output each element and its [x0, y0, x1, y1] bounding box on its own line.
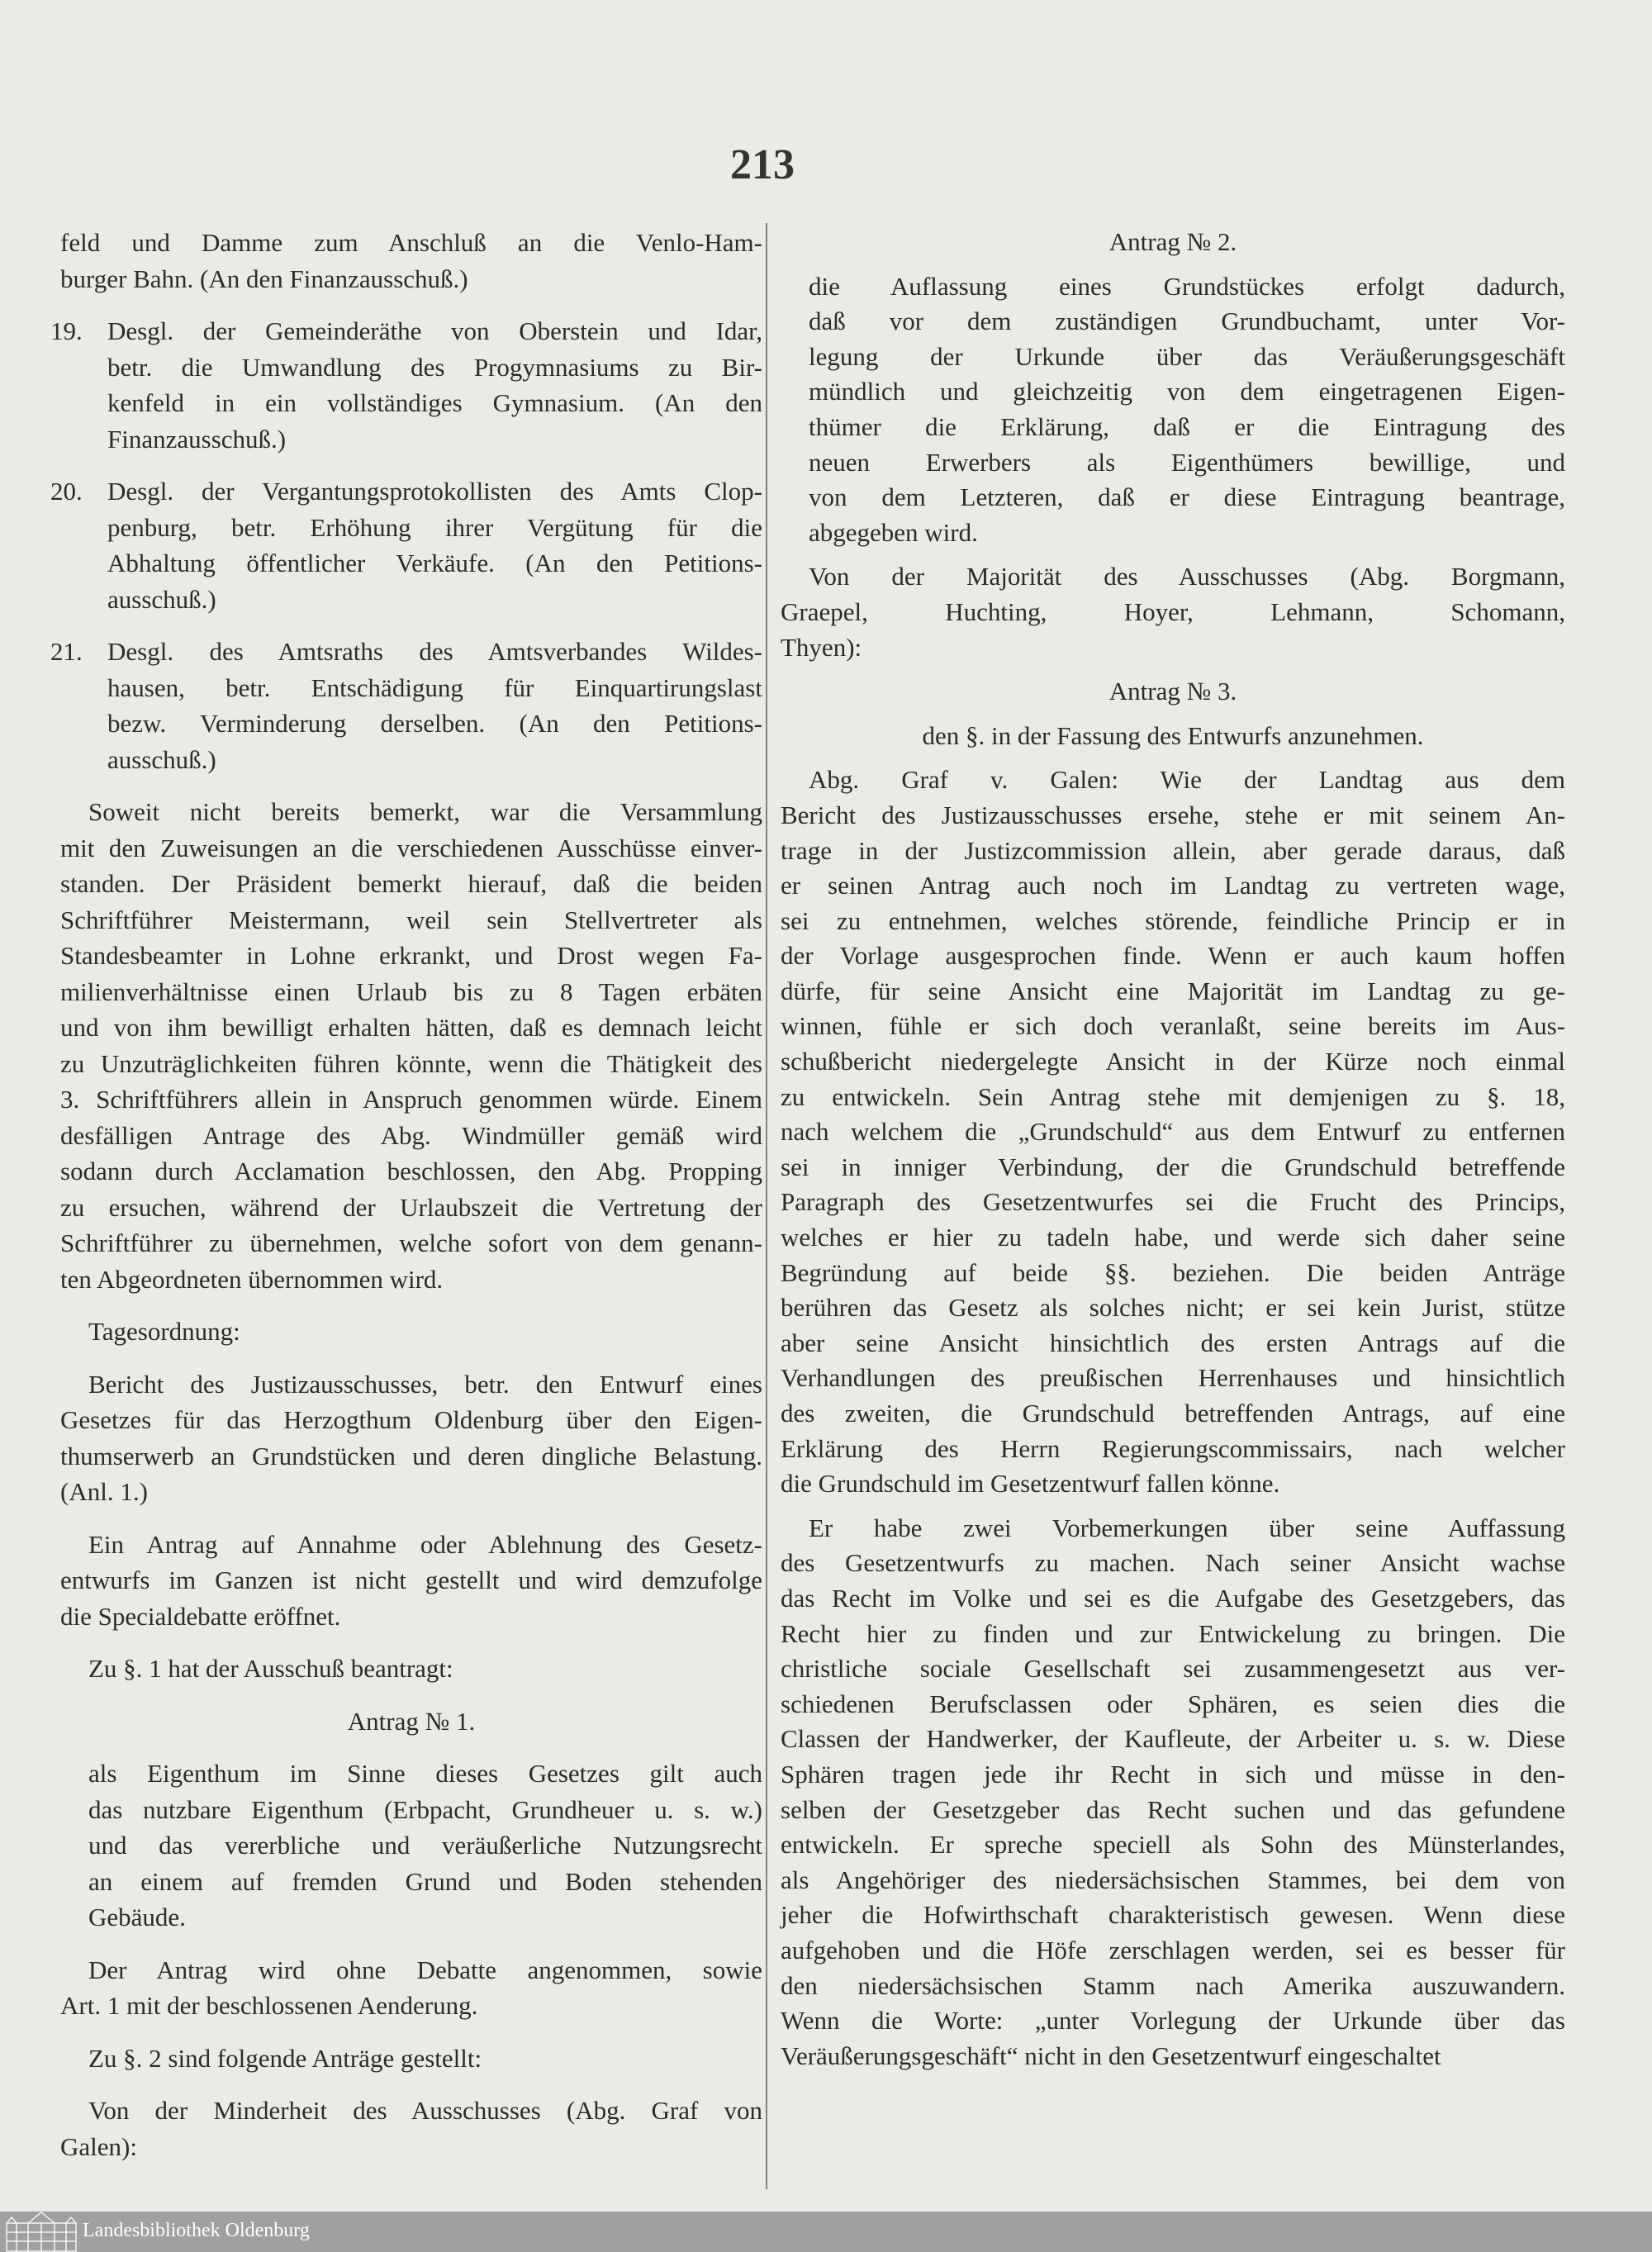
paragraph — [781, 763, 1565, 1501]
text-line: ausschuß.) — [107, 744, 216, 774]
paragraph — [60, 2093, 762, 2164]
text-line: christliche sociale Gesellschaft sei zusammengesetzt aus ver- — [781, 1654, 1565, 1684]
text-line: Tagesordnung: — [88, 1317, 240, 1346]
text-line: den niedersächsischen Stamm nach Amerika auszuwandern. — [781, 1970, 1565, 2000]
paragraph — [781, 1511, 1565, 2074]
column-divider — [766, 223, 767, 2189]
text-line: Recht hier zu finden und zur Entwickelung zu bringen. Die — [781, 1618, 1565, 1648]
text-line: jeher die Hofwirthschaft charakteristisch gewesen. Wenn diese — [781, 1900, 1565, 1930]
text-line: Gebäude. — [88, 1903, 186, 1931]
text-line: Bericht des Justizausschusses, betr. den Entwurf eines — [88, 1369, 762, 1399]
text-line: Desgl. der Gemeinderäthe von Oberstein und Idar, — [107, 316, 762, 345]
text-line: Der Antrag wird ohne Debatte angenommen, sowie — [88, 1955, 762, 1984]
text-line: thumserwerb an Grundstücken und deren dingliche Belastung. — [60, 1441, 762, 1470]
paragraph — [781, 559, 1565, 665]
antrag-heading — [781, 225, 1565, 260]
text-line: Abhaltung öffentlicher Verkäufe. (An den Petitions- — [107, 549, 762, 577]
text-line: Von der Majorität des Ausschusses (Abg. Borgmann, — [809, 562, 1565, 592]
text-line: er seinen Antrag auch noch im Landtag zu vertreten wage, — [781, 871, 1565, 900]
paragraph — [60, 1314, 762, 1350]
text-line: den §. in der Fassung des Entwurfs anzunehmen. — [922, 720, 1424, 750]
numbered-item — [50, 634, 762, 777]
text-line: zu entwickeln. Sein Antrag stehe mit demjenigen zu §. 18, — [781, 1081, 1565, 1111]
left-column — [50, 225, 762, 2164]
text-line: Verhandlungen des preußischen Herrenhauses und hinsichtlich — [781, 1363, 1565, 1393]
paragraph — [60, 1756, 762, 1936]
text-line: nach welchem die „Grundschuld“ aus dem Entwurf zu entfernen — [781, 1117, 1565, 1147]
text-line: Standesbeamter in Lohne erkrankt, und Drost wegen Fa- — [60, 941, 762, 970]
paragraph — [781, 269, 1565, 551]
text-line: thümer die Erklärung, daß er die Eintragung des — [809, 411, 1565, 441]
text-line: Veräußerungsgeschäft“ nicht in den Gesetzentwurf eingeschaltet — [781, 2041, 1441, 2070]
page-number: 213 — [730, 141, 795, 188]
text-line: aufgehoben und die Höfe zerschlagen werden, sei es besser für — [781, 1935, 1565, 1965]
text-line: Classen der Handwerker, der Kaufleute, der Arbeiter u. s. w. Diese — [781, 1724, 1565, 1754]
text-line: Paragraph des Gesetzentwurfes sei die Frucht des Princips, — [781, 1187, 1565, 1217]
library-footer-bar — [0, 2212, 1652, 2252]
text-line: an einem auf fremden Grund und Boden stehenden — [88, 1866, 762, 1896]
text-line: als Eigenthum im Sinne dieses Gesetzes gilt auch — [88, 1759, 762, 1788]
text-line: Antrag № 3. — [1108, 677, 1237, 706]
library-name: Landesbibliothek Oldenburg — [83, 2220, 310, 2241]
text-line: Graepel, Huchting, Hoyer, Lehmann, Schomann, — [781, 596, 1565, 626]
text-line: Gesetzes für das Herzogthum Oldenburg über den Eigen- — [60, 1405, 762, 1434]
text-line: Finanzausschuß.) — [107, 424, 287, 454]
text-line: der Vorlage ausgesprochen finde. Wenn er auch kaum hoffen — [781, 941, 1565, 971]
item-number: 19. — [50, 316, 83, 345]
text-line: winnen, fühle er sich doch veranlaßt, seine bereits im Aus- — [781, 1011, 1565, 1041]
paragraph — [60, 225, 762, 297]
text-line: Antrag № 2. — [1108, 227, 1237, 256]
text-line: sei in inniger Verbindung, der die Grundschuld betreffende — [781, 1152, 1565, 1181]
text-line: Zu §. 1 hat der Ausschuß beantragt: — [88, 1654, 453, 1683]
text-line: penburg, betr. Erhöhung ihrer Vergütung für die — [107, 512, 762, 542]
text-line: Sphären tragen jede ihr Recht in sich und müsse in den- — [781, 1759, 1565, 1789]
text-line: und das vererbliche und veräußerliche Nutzungsrecht — [88, 1831, 762, 1860]
text-line: 3. Schriftführers allein in Anspruch genommen würde. Einem — [60, 1085, 762, 1114]
text-line: das Recht im Volke und sei es die Aufgabe des Gesetzgebers, das — [781, 1583, 1565, 1613]
text-line: Desgl. des Amtsraths des Amtsverbandes Wildes- — [107, 637, 762, 666]
text-line: Begründung auf beide §§. beziehen. Die beiden Anträge — [781, 1257, 1565, 1287]
numbered-item — [50, 473, 762, 617]
text-line: Schriftführer zu übernehmen, welche sofort von dem genann- — [60, 1228, 762, 1257]
text-line: desfälligen Antrage des Abg. Windmüller gemäß wird — [60, 1120, 762, 1150]
text-line: Abg. Graf v. Galen: Wie der Landtag aus dem — [809, 765, 1565, 795]
antrag-heading — [781, 719, 1565, 754]
paragraph — [60, 1366, 762, 1510]
text-line: selben der Gesetzgeber das Recht suchen und das gefundene — [781, 1794, 1565, 1824]
text-line: standen. Der Präsident bemerkt hierauf, daß die beiden — [60, 869, 762, 898]
text-line: des Gesetzentwurfs zu machen. Nach seiner Ansicht wachse — [781, 1548, 1565, 1578]
text-line: Erklärung des Herrn Regierungscommissairs, nach welcher — [781, 1433, 1565, 1463]
text-line: Galen): — [60, 2131, 137, 2161]
text-line: Von der Minderheit des Ausschusses (Abg. Graf von — [88, 2096, 762, 2125]
text-line: betr. die Umwandlung des Progymnasiums zu Bir- — [107, 352, 762, 382]
text-line: dürfe, für seine Ansicht eine Majorität im Landtag zu ge- — [781, 976, 1565, 1005]
paragraph — [60, 1527, 762, 1635]
text-line: milienverhältnisse einen Urlaub bis zu 8 Tagen erbäten — [60, 976, 762, 1006]
text-line: ten Abgeordneten übernommen wird. — [60, 1264, 444, 1294]
text-line: neuen Erwerbers als Eigenthümers bewillige, und — [809, 447, 1565, 477]
text-line: schiedenen Berufsclassen oder Sphären, es seien dies die — [781, 1689, 1565, 1718]
paragraph — [60, 1651, 762, 1687]
paragraph — [60, 2041, 762, 2077]
text-line: Soweit nicht bereits bemerkt, war die Versammlung — [88, 797, 762, 826]
text-line: mit den Zuweisungen an die verschiedenen Ausschüsse einver- — [60, 833, 762, 862]
text-line: Desgl. der Vergantungsprotokollisten des Amts Clop- — [107, 477, 762, 506]
text-line: Art. 1 mit der beschlossenen Aenderung. — [60, 1991, 478, 2020]
text-line: abgegeben wird. — [809, 517, 978, 547]
text-line: das nutzbare Eigenthum (Erbpacht, Grundheuer u. s. w.) — [88, 1794, 762, 1824]
text-line: hausen, betr. Entschädigung für Einquartirungslast — [107, 672, 762, 702]
text-line: sodann durch Acclamation beschlossen, den Abg. Propping — [60, 1157, 762, 1185]
paragraph — [60, 794, 762, 1297]
text-line: Schriftführer Meistermann, weil sein Stellvertreter als — [60, 905, 762, 934]
text-line: zu Unzuträglichkeiten führen könnte, wenn die Thätigkeit des — [60, 1048, 762, 1078]
item-number: 21. — [50, 637, 83, 666]
text-line: entwurfs im Ganzen ist nicht gestellt und wird demzufolge — [60, 1565, 762, 1594]
text-line: legung der Urkunde über das Veräußerungsgeschäft — [809, 341, 1565, 371]
text-line: burger Bahn. (An den Finanzausschuß.) — [60, 264, 468, 293]
text-line: Zu §. 2 sind folgende Anträge gestellt: — [88, 2043, 482, 2073]
text-line: kenfeld in ein vollständiges Gymnasium. (An den — [107, 388, 762, 417]
right-column — [781, 225, 1565, 2074]
text-line: Thyen): — [781, 632, 862, 662]
text-line: die Auflassung eines Grundstückes erfolgt dadurch, — [809, 271, 1565, 301]
text-line: schußbericht niedergelegte Ansicht in der Kürze noch einmal — [781, 1047, 1565, 1076]
text-line: als Angehöriger des niedersächsischen Stammes, bei dem von — [781, 1865, 1565, 1894]
text-line: Antrag № 1. — [347, 1706, 476, 1736]
text-line: Wenn die Worte: „unter Vorlegung der Urkunde über das — [781, 2006, 1565, 2036]
text-line: zu ersuchen, während der Urlaubszeit die Vertretung der — [60, 1192, 762, 1222]
numbered-item — [50, 313, 762, 457]
text-line: und von ihm bewilligt erhalten hätten, daß es demnach leicht — [60, 1013, 762, 1042]
library-building-logo-icon — [5, 2212, 78, 2252]
text-line: Bericht des Justizausschusses ersehe, stehe er mit seinem An- — [781, 800, 1565, 829]
text-line: die Grundschuld im Gesetzentwurf fallen könne. — [781, 1469, 1280, 1499]
text-line: aber seine Ansicht hinsichtlich des ersten Antrags auf die — [781, 1328, 1565, 1357]
text-line: berühren das Gesetz als solches nicht; er sei kein Jurist, stütze — [781, 1293, 1565, 1323]
paragraph — [60, 1952, 762, 2024]
text-line: die Specialdebatte eröffnet. — [60, 1601, 341, 1631]
text-line: Ein Antrag auf Annahme oder Ablehnung des Gesetz- — [88, 1529, 762, 1559]
text-line: ausschuß.) — [107, 584, 216, 614]
text-line: sei zu entnehmen, welches störende, feindliche Princip er in — [781, 905, 1565, 935]
text-line: (Anl. 1.) — [60, 1477, 148, 1506]
text-line: des zweiten, die Grundschuld betreffenden Antrags, auf eine — [781, 1399, 1565, 1428]
antrag-heading — [60, 1703, 762, 1740]
text-line: feld und Damme zum Anschluß an die Venlo-Ham- — [60, 228, 762, 257]
text-line: entwickeln. Er spreche speciell als Sohn des Münsterlandes, — [781, 1830, 1565, 1860]
text-line: bezw. Verminderung derselben. (An den Petitions- — [107, 709, 762, 738]
text-line: Er habe zwei Vorbemerkungen über seine Auffassung — [809, 1513, 1565, 1542]
text-line: mündlich und gleichzeitig von dem eingetragenen Eigen- — [809, 377, 1565, 406]
text-line: von dem Letzteren, daß er diese Eintragung beantrage, — [809, 482, 1565, 512]
text-line: trage in der Justizcommission allein, aber gerade daraus, daß — [781, 835, 1565, 865]
text-line: daß vor dem zuständigen Grundbuchamt, unter Vor- — [809, 306, 1565, 336]
antrag-heading — [781, 674, 1565, 710]
text-line: welches er hier zu tadeln habe, und werde sich daher seine — [781, 1223, 1565, 1252]
item-number: 20. — [50, 477, 83, 506]
